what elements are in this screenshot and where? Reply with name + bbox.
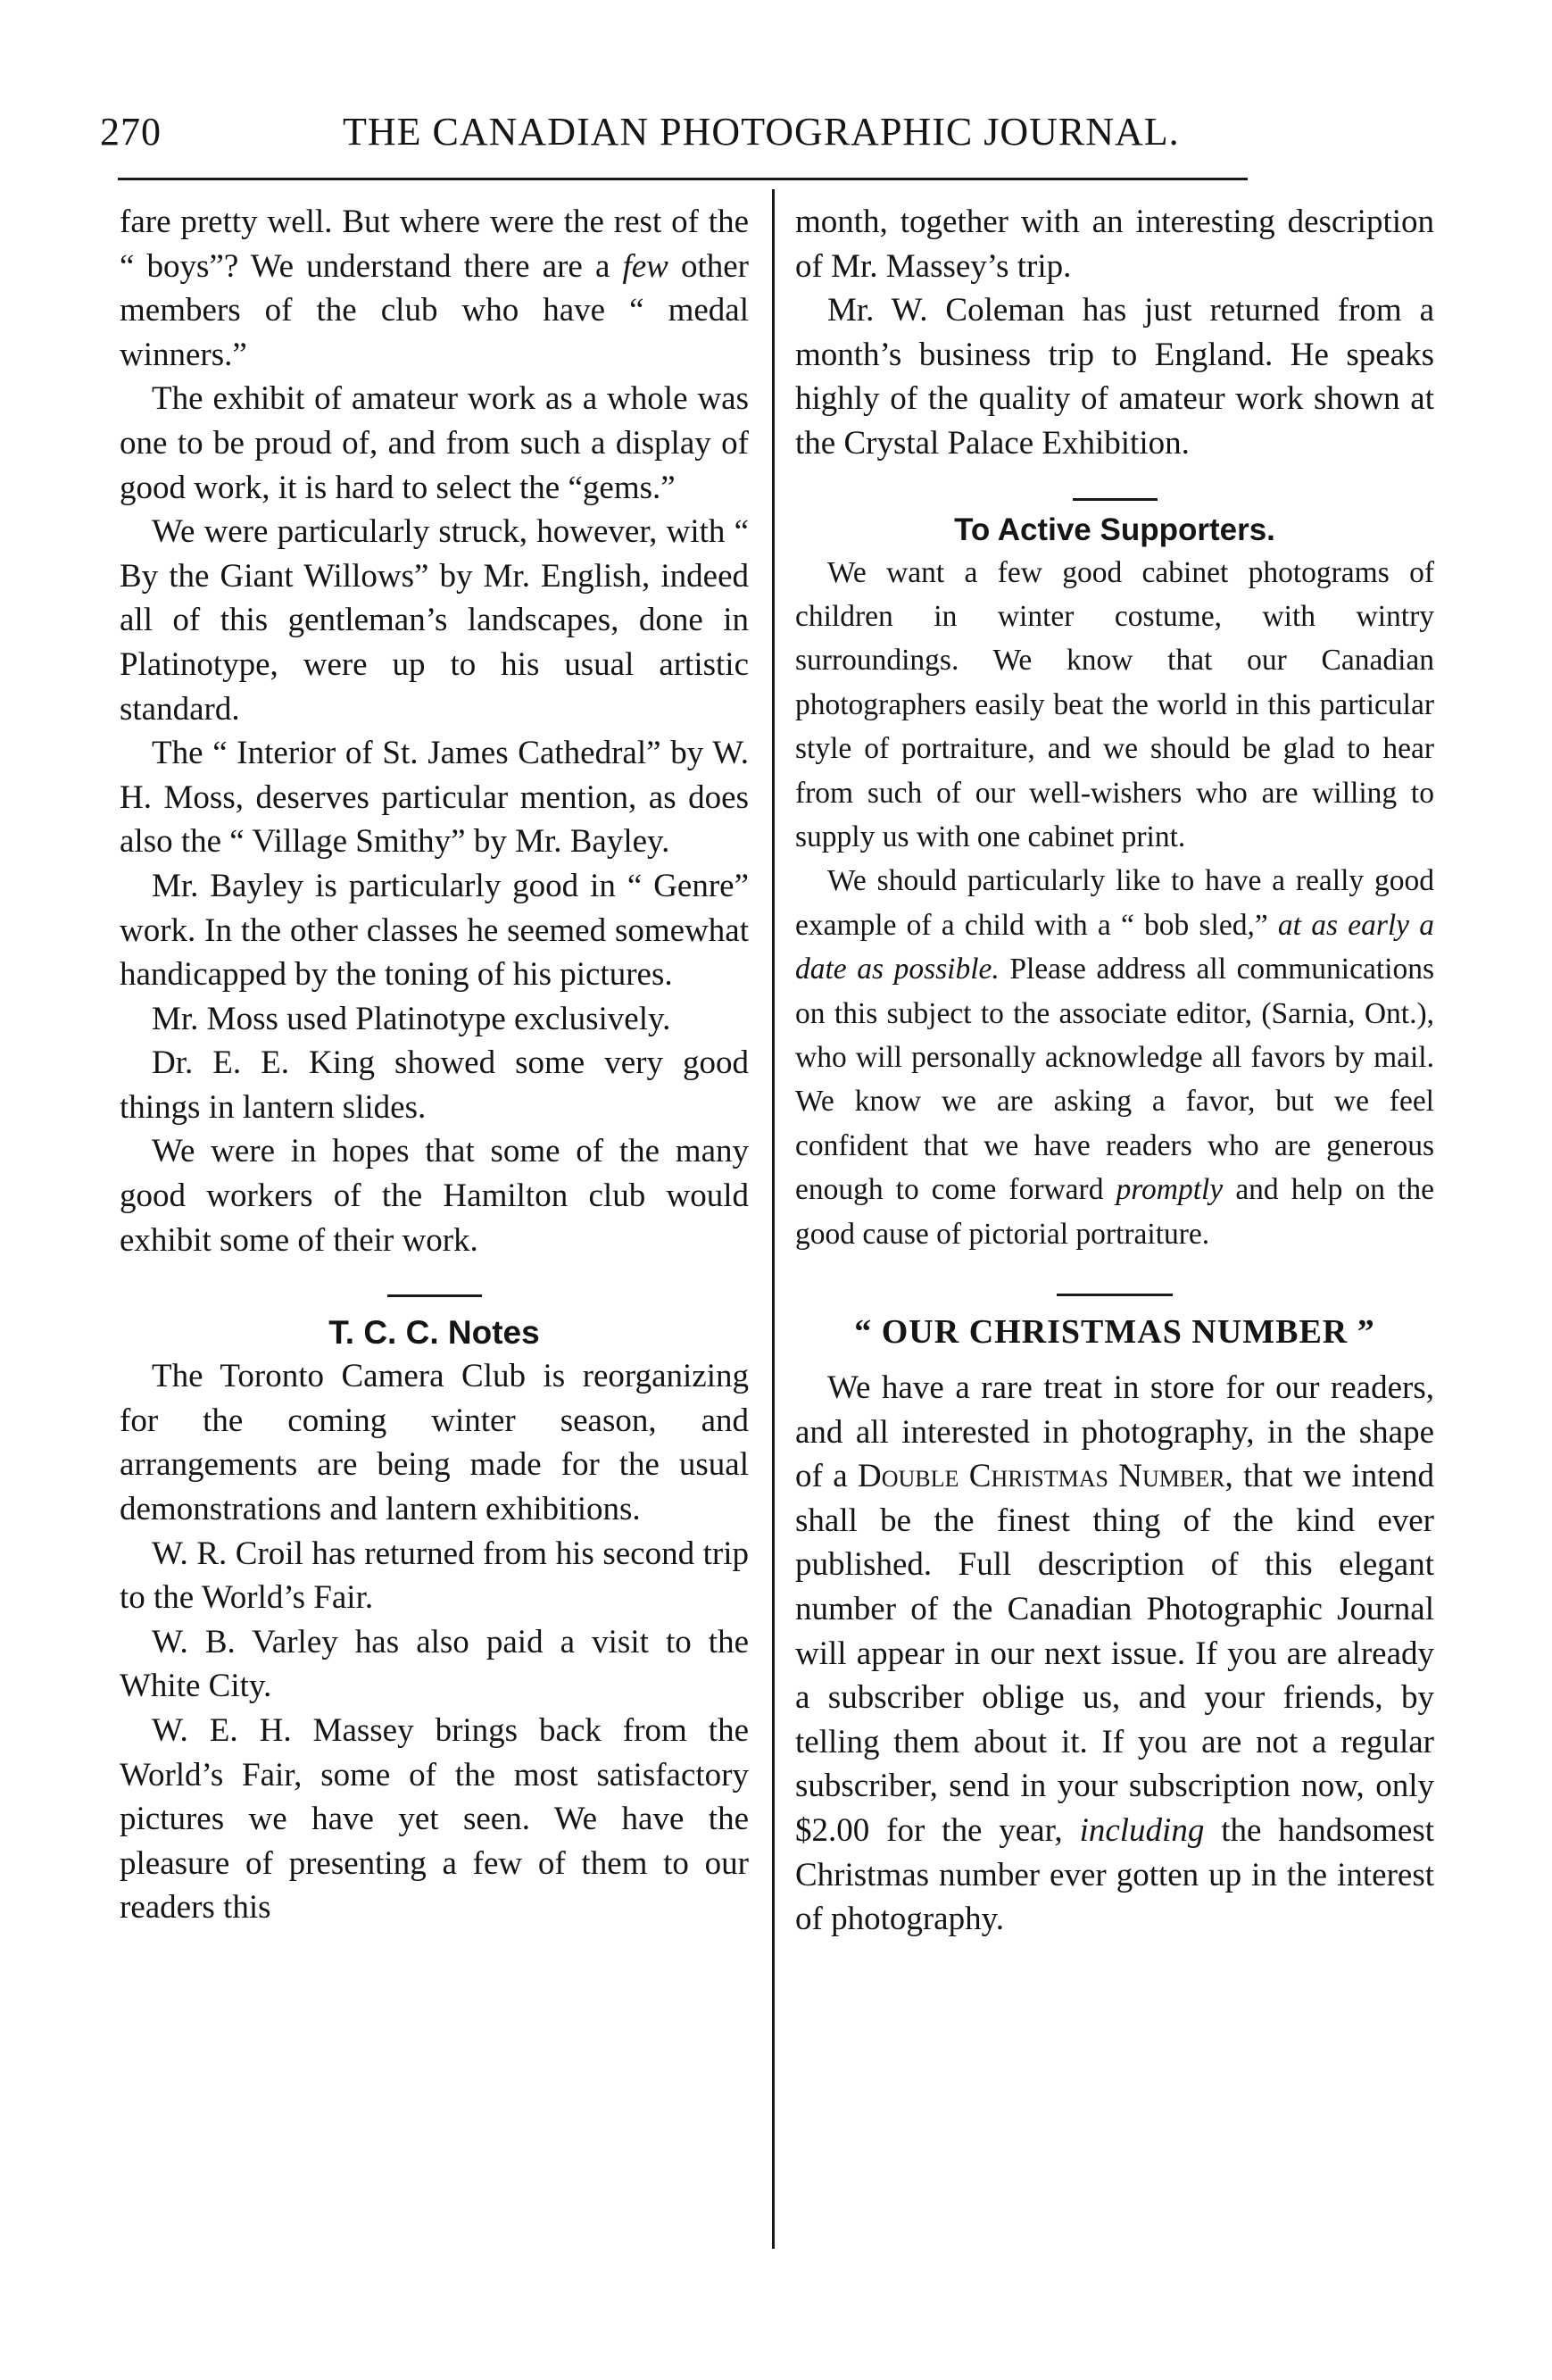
section-rule	[1073, 498, 1158, 501]
paragraph: The exhibit of amateur work as a whole was one to be proud of, and from such a display of good work, it is hard to select the “gems.”	[120, 380, 749, 506]
paragraph: fare pretty well. But where were the rest of the “ boys”? We understand there are a few other members of the club who have “ medal winners.”	[120, 204, 749, 373]
paragraph: Mr. Bayley is particularly good in “ Genre” work. In the other classes he seemed somewhat handicapped by the toning of his pictures.	[120, 867, 749, 994]
paragraph: We want a few good cabinet photograms of children in winter costume, with wintry surroundings. We know that our Canadian photographers easily beat the world in this particular style of portraiture, and we should be glad to hear from such of our well-wishers who are willing to supply us with one cabinet print.	[795, 555, 1434, 853]
page-number: 270	[100, 110, 162, 154]
section-rule	[387, 1294, 482, 1297]
paragraph: We have a rare treat in store for our readers, and all interested in photography, in the shape of a Double Christmas Number, that we intend shall be the finest thing of the kind ever published. Full description of this elegant number of the Canadian Photographic Journal will appear in our next issue. If you are already a subscriber oblige us, and your friends, by telling them about it. If you are not a regular subscriber, send in your subscription now, only $2.00 for the year, including the handsomest Christmas number ever gotten up in the interest of photography.	[795, 1369, 1435, 1938]
section-heading-tcc-notes: T. C. C. Notes	[328, 1314, 540, 1352]
paragraph: The “ Interior of St. James Cathedral” by W. H. Moss, deserves particular mention, as does also the “ Village Smithy” by Mr. Bayley.	[120, 735, 749, 861]
paragraph: We should particularly like to have a really good example of a child with a “ bob sled,” at as early a date as possible. Please address all communications on this subject to the associate editor, (Sarnia, Ont.), who will personally acknowledge all favors by mail. We know we are asking a favor, but we feel confident that we have readers who are generous enough to come forward promptly and help on the good cause of pictorial portraiture.	[795, 864, 1434, 1251]
section-rule	[1057, 1294, 1173, 1296]
paragraph: The Toronto Camera Club is reorganizing for the coming winter season, and arrangements are being made for the usual demonstrations and lantern exhibitions.	[120, 1358, 749, 1528]
paragraph: W. E. H. Massey brings back from the World’s Fair, some of the most satisfactory pictures we have yet seen. We have the pleasure of presenting a few of them to our readers this	[120, 1712, 749, 1926]
paragraph: Mr. Moss used Platinotype exclusively.	[152, 1000, 671, 1037]
running-head	[100, 105, 1242, 159]
header-rule	[118, 178, 1248, 180]
section-heading-christmas-number: “ OUR CHRISTMAS NUMBER ”	[854, 1313, 1375, 1352]
paragraph: Mr. W. Coleman has just returned from a month’s business trip to England. He speaks highly of the quality of amateur work shown at the Crystal Palace Exhibition.	[795, 292, 1434, 462]
paragraph: We were in hopes that some of the many good workers of the Hamilton club would exhibit some of their work.	[120, 1133, 749, 1259]
paragraph: month, together with an interesting description of Mr. Massey’s trip.	[795, 204, 1434, 285]
column-divider	[772, 189, 775, 2249]
journal-title: THE CANADIAN PHOTOGRAPHIC JOURNAL.	[343, 110, 1180, 154]
paragraph: Dr. E. E. King showed some very good things in lantern slides.	[120, 1044, 749, 1126]
section-heading-active-supporters: To Active Supporters.	[954, 512, 1275, 547]
paragraph: W. R. Croil has returned from his second trip to the World’s Fair.	[120, 1535, 749, 1617]
paragraph: We were particularly struck, however, with “ By the Giant Willows” by Mr. English, indeed all of this gentleman’s landscapes, done in Platinotype, were up to his usual artistic standard.	[120, 513, 749, 728]
right-column	[795, 200, 1434, 1942]
paragraph: W. B. Varley has also paid a visit to the White City.	[120, 1623, 749, 1705]
left-column	[120, 200, 749, 1930]
